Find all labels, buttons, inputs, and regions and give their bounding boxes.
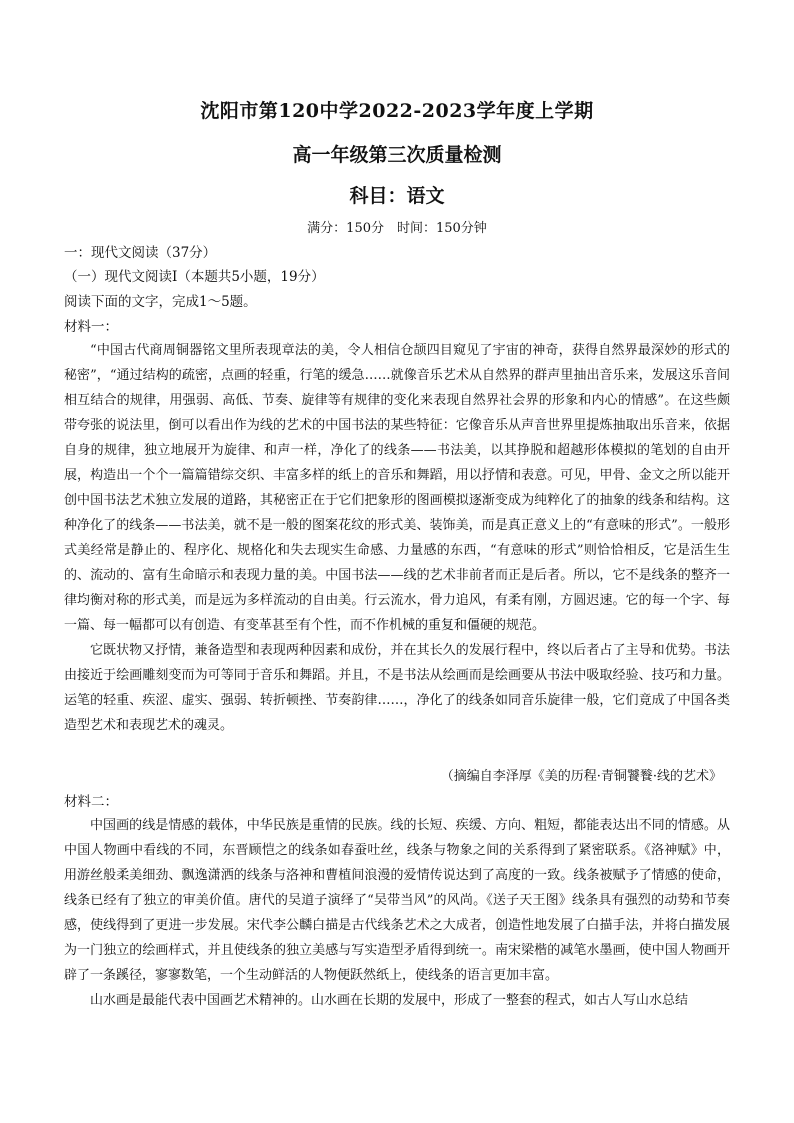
subsection-heading: （一）现代文阅读Ⅰ（本题共5小题，19分） <box>64 269 325 285</box>
material1-paragraph: “中国古代商周铜器铭文里所表现章法的美，令人相信仓颉四目窥见了宇宙的神奇，获得自然界最深妙的形式的秘密”，“通过结构的疏密，点画的轻重，行笔的缓急……就像音乐艺术从自然界的群声里抽出音乐来，发展这乐音间相互结合的规律，用强弱、高低、节奏、旋律等有规律的变化来表现自然界社会界的形象和内心的情感”。在这些颇带夸张的说法里，倒可以看出作为线的艺术的中国书法的某些特征：它像音乐从声音世界里提炼抽取出乐音来，依据自身的规律，独立地展开为旋律、和声一样，净化了的线条——书法美，以其挣脱和超越形体模拟的笔划的自由开展，构造出一个个一篇篇错综交织、丰富多样的纸上的音乐和舞蹈，用以抒情和表意。可见，甲骨、金文之所以能开创中国书法艺术独立发展的道路，其秘密正在于它们把象形的图画模拟逐渐变成为纯粹化了的抽象的线条和结构。这种净化了的线条——书法美，就不是一般的图案花纹的形式美、装饰美，而是真正意义上的“有意味的形式”。一般形式美经常是静止的、程序化、规格化和失去现实生命感、力量感的东西，“有意味的形式”则恰恰相反，它是活生生的、流动的、富有生命暗示和表现力量的美。中国书法——线的艺术非前者而正是后者。所以，它不是线条的整齐一律均衡对称的形式美，而是远为多样流动的自由美。行云流水，骨力追风，有柔有刚，方圆迟速。它的每一个字、每一篇、每一幅都可以有创造、有变革甚至有个性，而不作机械的重复和僵硬的规范。 <box>64 343 730 633</box>
material1-label: 材料一： <box>64 319 118 335</box>
school-exam-title: 沈阳市第120中学2022-2023学年度上学期 <box>200 100 594 122</box>
material2-body <box>64 813 730 1013</box>
section-heading: 一：现代文阅读（37分） <box>64 245 217 261</box>
score-time-info: 满分：150分 时间：150分钟 <box>307 221 487 236</box>
subject-title: 科目：语文 <box>349 185 445 207</box>
material2-paragraph: 中国画的线是情感的载体，中华民族是重情的民族。线的长短、疾缓、方向、粗短，都能表达出不同的情感。从中国人物画中看线的不同，东晋顾恺之的线条如春蚕吐丝，线条与物象之间的关系得到了紧密联系。《洛神赋》中，用游丝般柔美细劲、飘逸潇洒的线条与洛神和曹植间浪漫的爱情传说达到了高度的一致。线条被赋予了情感的使命，线条已经有了独立的审美价值。唐代的吴道子演绎了“吴带当风”的风尚。《送子天王图》线条具有强烈的动势和节奏感，使线得到了更进一步发展。宋代李公麟白描是古代线条艺术之大成者，创造性地发展了白描手法，并将白描发展为一门独立的绘画样式，并且使线条的独立美感与写实造型矛盾得到统一。南宋梁楷的减笔水墨画，使中国人物画开辟了一条蹊径，寥寥数笔，一个生动鲜活的人物便跃然纸上，使线条的语言更加丰富。 <box>64 818 730 983</box>
material1-paragraph: 它既状物又抒情，兼备造型和表现两种因素和成份，并在其长久的发展行程中，终以后者占了主导和优势。书法由接近于绘画雕刻变而为可等同于音乐和舞蹈。并且，不是书法从绘画而是绘画要从书法中吸取经验、技巧和力量。运笔的轻重、疾涩、虚实、强弱、转折顿挫、节奏韵律……，净化了的线条如同音乐旋律一般，它们竟成了中国各类造型艺术和表现艺术的魂灵。 <box>64 643 730 733</box>
material2-label: 材料二： <box>64 794 118 810</box>
material1-source: （摘编自李泽厚《美的历程·青铜饕餮·线的艺术》 <box>440 769 722 784</box>
reading-instruction: 阅读下面的文字，完成1～5题。 <box>64 294 257 310</box>
material2-paragraph: 山水画是最能代表中国画艺术精神的。山水画在长期的发展中，形成了一整套的程式，如古人写山水总结 <box>90 993 689 1008</box>
exam-name-title: 高一年级第三次质量检测 <box>292 144 502 166</box>
material1-body <box>64 338 730 738</box>
